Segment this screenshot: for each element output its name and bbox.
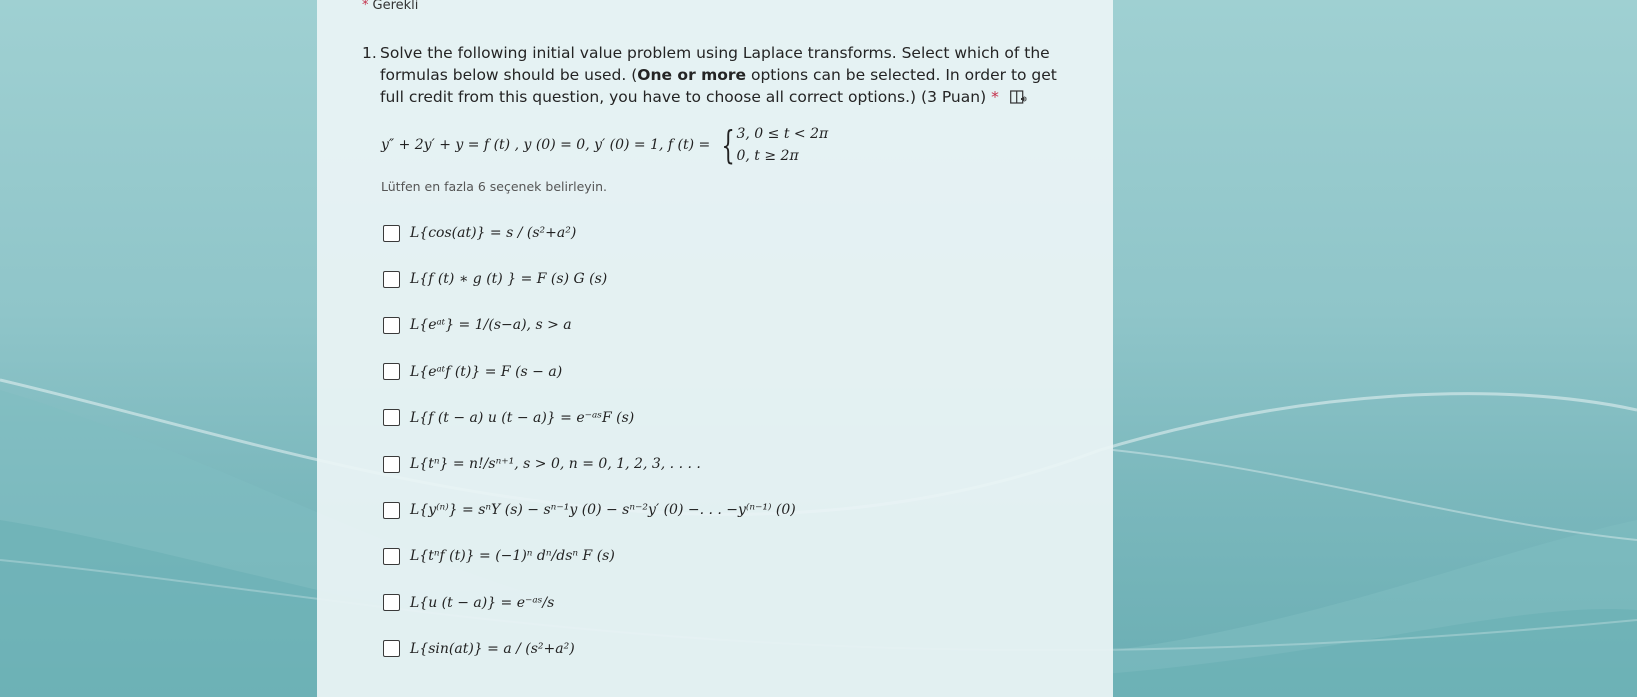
piecewise-function	[716, 123, 828, 167]
option-checkbox[interactable]	[383, 225, 400, 242]
option-checkbox[interactable]	[383, 363, 400, 380]
option-1[interactable]	[383, 210, 1083, 256]
question-text	[380, 42, 1082, 111]
option-label: L{y⁽ⁿ⁾} = sⁿY (s) − sⁿ⁻¹y (0) − sⁿ⁻²y′ (0) −. . . −y⁽ⁿ⁻¹⁾ (0)	[410, 502, 796, 519]
option-list	[383, 210, 1083, 672]
option-9[interactable]	[383, 580, 1083, 626]
question-required-star: *	[991, 88, 999, 106]
option-7[interactable]	[383, 487, 1083, 533]
required-note	[362, 0, 418, 13]
option-checkbox[interactable]	[383, 640, 400, 657]
question-title	[362, 42, 1082, 111]
ivp-equation	[381, 122, 828, 168]
case-row-1: 3, 0 ≤ t < 2π	[736, 126, 829, 142]
option-checkbox[interactable]	[383, 271, 400, 288]
option-6[interactable]	[383, 441, 1083, 487]
form-card	[317, 0, 1113, 697]
option-label: L{sin(at)} = a / (s²+a²)	[410, 640, 575, 657]
option-label: L{f (t − a) u (t − a)} = e⁻ᵃˢF (s)	[410, 409, 635, 426]
option-checkbox[interactable]	[383, 594, 400, 611]
option-checkbox[interactable]	[383, 502, 400, 519]
option-8[interactable]	[383, 533, 1083, 579]
case-row-2: 0, t ≥ 2π	[736, 148, 799, 164]
left-brace-icon: {	[721, 123, 736, 167]
option-2[interactable]	[383, 256, 1083, 302]
option-checkbox[interactable]	[383, 456, 400, 473]
option-10[interactable]	[383, 626, 1083, 672]
immersive-reader-icon[interactable]	[1010, 89, 1027, 111]
option-label: L{eᵃᵗ} = 1/(s−a), s > a	[410, 317, 572, 334]
required-text: Gerekli	[372, 0, 419, 13]
question-text-part: options can be selected. In order to get full credit from this question, you have to choose all correct options.) (3 Puan)	[380, 66, 1057, 106]
option-label: L{f (t) ∗ g (t) } = F (s) G (s)	[410, 271, 608, 288]
option-label: L{eᵃᵗf (t)} = F (s − a)	[410, 363, 563, 380]
equation-main: y″ + 2y′ + y = f (t) , y (0) = 0, y′ (0) = 1, f (t) =	[381, 137, 711, 153]
question-bold-text: One or more	[637, 66, 747, 84]
option-checkbox[interactable]	[383, 317, 400, 334]
question-text-part: Solve the following initial value problem using Laplace transforms. Select which of the formulas below should be used. (	[380, 44, 1050, 84]
option-checkbox[interactable]	[383, 409, 400, 426]
question-number: 1.	[362, 44, 377, 62]
option-label: L{u (t − a)} = e⁻ᵃˢ/s	[410, 594, 555, 611]
required-star: *	[362, 0, 369, 13]
option-4[interactable]	[383, 349, 1083, 395]
option-label: L{tⁿ} = n!/sⁿ⁺¹, s > 0, n = 0, 1, 2, 3, . . . .	[410, 456, 701, 473]
selection-hint: Lütfen en fazla 6 seçenek belirleyin.	[381, 179, 608, 194]
option-5[interactable]	[383, 395, 1083, 441]
option-checkbox[interactable]	[383, 548, 400, 565]
option-label: L{tⁿf (t)} = (−1)ⁿ dⁿ/dsⁿ F (s)	[410, 548, 615, 565]
option-3[interactable]	[383, 302, 1083, 348]
option-label: L{cos(at)} = s / (s²+a²)	[410, 225, 577, 242]
